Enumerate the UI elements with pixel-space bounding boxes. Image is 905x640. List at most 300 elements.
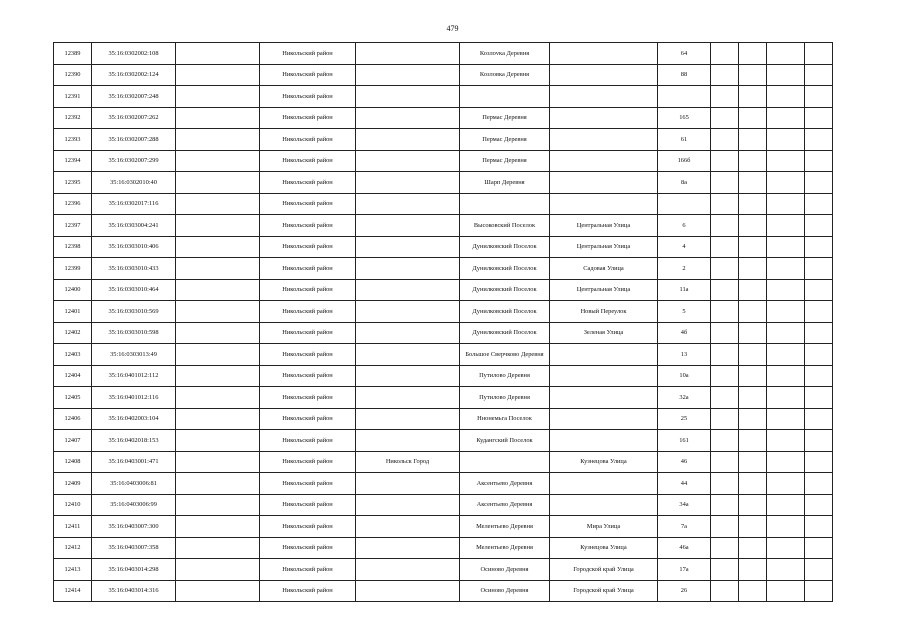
empty-cell	[176, 580, 260, 602]
row-number-cell: 12406	[54, 408, 92, 430]
district-cell: Никольский район	[260, 172, 356, 194]
street-cell: Кузнецова Улица	[550, 451, 658, 473]
empty-cell	[711, 193, 739, 215]
empty-cell	[767, 279, 805, 301]
empty-cell	[176, 494, 260, 516]
street-cell: Мира Улица	[550, 516, 658, 538]
table-row	[54, 107, 833, 129]
empty-cell	[805, 430, 833, 452]
empty-cell	[711, 129, 739, 151]
table-row	[54, 451, 833, 473]
empty-cell	[805, 537, 833, 559]
district-cell: Никольский район	[260, 516, 356, 538]
empty-cell	[176, 172, 260, 194]
empty-cell	[711, 473, 739, 495]
cadastral-number-cell: 35:16:0403014:298	[92, 559, 176, 581]
city-cell	[356, 43, 460, 65]
empty-cell	[767, 516, 805, 538]
table-row	[54, 408, 833, 430]
empty-cell	[805, 236, 833, 258]
empty-cell	[711, 580, 739, 602]
street-cell	[550, 64, 658, 86]
empty-cell	[767, 129, 805, 151]
empty-cell	[711, 43, 739, 65]
empty-cell	[805, 516, 833, 538]
table-row	[54, 344, 833, 366]
empty-cell	[176, 451, 260, 473]
row-number-cell: 12408	[54, 451, 92, 473]
district-cell: Никольский район	[260, 129, 356, 151]
empty-cell	[711, 430, 739, 452]
empty-cell	[767, 365, 805, 387]
empty-cell	[767, 408, 805, 430]
street-cell: Новый Переулок	[550, 301, 658, 323]
empty-cell	[176, 279, 260, 301]
table-row	[54, 559, 833, 581]
empty-cell	[767, 43, 805, 65]
empty-cell	[176, 301, 260, 323]
empty-cell	[739, 215, 767, 237]
empty-cell	[739, 258, 767, 280]
cadastral-number-cell: 35:16:0302010:40	[92, 172, 176, 194]
empty-cell	[711, 279, 739, 301]
row-number-cell: 12400	[54, 279, 92, 301]
city-cell	[356, 365, 460, 387]
empty-cell	[711, 86, 739, 108]
empty-cell	[767, 494, 805, 516]
row-number-cell: 12409	[54, 473, 92, 495]
empty-cell	[176, 473, 260, 495]
street-cell: Центральная Улица	[550, 236, 658, 258]
empty-cell	[176, 86, 260, 108]
empty-cell	[739, 43, 767, 65]
row-number-cell: 12395	[54, 172, 92, 194]
empty-cell	[767, 301, 805, 323]
cadastral-number-cell: 35:16:0302007:288	[92, 129, 176, 151]
empty-cell	[711, 451, 739, 473]
empty-cell	[767, 236, 805, 258]
city-cell	[356, 236, 460, 258]
house-number-cell: 2	[658, 258, 711, 280]
empty-cell	[739, 193, 767, 215]
house-number-cell: 25	[658, 408, 711, 430]
street-cell	[550, 365, 658, 387]
empty-cell	[711, 516, 739, 538]
row-number-cell: 12404	[54, 365, 92, 387]
empty-cell	[739, 236, 767, 258]
empty-cell	[711, 64, 739, 86]
empty-cell	[805, 193, 833, 215]
row-number-cell: 12405	[54, 387, 92, 409]
empty-cell	[805, 215, 833, 237]
table-row	[54, 129, 833, 151]
house-number-cell: 6	[658, 215, 711, 237]
empty-cell	[711, 107, 739, 129]
cadastral-number-cell: 35:16:0303010:569	[92, 301, 176, 323]
district-cell: Никольский район	[260, 451, 356, 473]
empty-cell	[176, 43, 260, 65]
settlement-cell: Кудангский Поселок	[460, 430, 550, 452]
city-cell	[356, 193, 460, 215]
row-number-cell: 12398	[54, 236, 92, 258]
house-number-cell: 4б	[658, 322, 711, 344]
city-cell	[356, 408, 460, 430]
district-cell: Никольский район	[260, 258, 356, 280]
empty-cell	[739, 473, 767, 495]
cadastral-number-cell: 35:16:0303010:406	[92, 236, 176, 258]
empty-cell	[805, 129, 833, 151]
empty-cell	[805, 494, 833, 516]
empty-cell	[176, 236, 260, 258]
house-number-cell: 166б	[658, 150, 711, 172]
empty-cell	[767, 430, 805, 452]
cadastral-number-cell: 35:16:0403006:99	[92, 494, 176, 516]
empty-cell	[767, 451, 805, 473]
city-cell	[356, 129, 460, 151]
house-number-cell: 7а	[658, 516, 711, 538]
empty-cell	[805, 279, 833, 301]
settlement-cell: Аксентьево Деревня	[460, 494, 550, 516]
city-cell	[356, 537, 460, 559]
settlement-cell: Аксентьево Деревня	[460, 473, 550, 495]
street-cell	[550, 172, 658, 194]
table-row	[54, 86, 833, 108]
district-cell: Никольский район	[260, 430, 356, 452]
district-cell: Никольский район	[260, 215, 356, 237]
settlement-cell: Дунилковский Поселок	[460, 279, 550, 301]
cadastral-number-cell: 35:16:0303010:433	[92, 258, 176, 280]
settlement-cell: Большое Сверчково Деревня	[460, 344, 550, 366]
settlement-cell: Осиново Деревня	[460, 559, 550, 581]
house-number-cell: 11а	[658, 279, 711, 301]
empty-cell	[739, 387, 767, 409]
cadastral-number-cell: 35:16:0303010:464	[92, 279, 176, 301]
row-number-cell: 12401	[54, 301, 92, 323]
district-cell: Никольский район	[260, 43, 356, 65]
cadastral-number-cell: 35:16:0302017:116	[92, 193, 176, 215]
row-number-cell: 12411	[54, 516, 92, 538]
settlement-cell: Мелентьево Деревня	[460, 537, 550, 559]
empty-cell	[739, 322, 767, 344]
empty-cell	[711, 150, 739, 172]
empty-cell	[767, 537, 805, 559]
house-number-cell: 32а	[658, 387, 711, 409]
street-cell	[550, 494, 658, 516]
cadastral-number-cell: 35:16:0303010:598	[92, 322, 176, 344]
district-cell: Никольский район	[260, 408, 356, 430]
cadastral-number-cell: 35:16:0403007:300	[92, 516, 176, 538]
cadastral-number-cell: 35:16:0401012:116	[92, 387, 176, 409]
empty-cell	[767, 193, 805, 215]
city-cell	[356, 258, 460, 280]
empty-cell	[805, 473, 833, 495]
settlement-cell: Козлovка Деревня	[460, 43, 550, 65]
street-cell	[550, 193, 658, 215]
table-row	[54, 279, 833, 301]
settlement-cell: Ннонемьга Поселок	[460, 408, 550, 430]
empty-cell	[176, 387, 260, 409]
cadastral-number-cell: 35:16:0302002:124	[92, 64, 176, 86]
street-cell	[550, 150, 658, 172]
house-number-cell: 8а	[658, 172, 711, 194]
settlement-cell: Путилово Деревня	[460, 387, 550, 409]
row-number-cell: 12403	[54, 344, 92, 366]
cadastral-number-cell: 35:16:0403006:81	[92, 473, 176, 495]
house-number-cell: 161	[658, 430, 711, 452]
empty-cell	[805, 150, 833, 172]
empty-cell	[176, 258, 260, 280]
district-cell: Никольский район	[260, 193, 356, 215]
city-cell	[356, 344, 460, 366]
empty-cell	[805, 344, 833, 366]
empty-cell	[711, 559, 739, 581]
district-cell: Никольский район	[260, 107, 356, 129]
cadastral-number-cell: 35:16:0302007:299	[92, 150, 176, 172]
table-body	[54, 43, 833, 602]
empty-cell	[739, 430, 767, 452]
street-cell: Городской край Улица	[550, 559, 658, 581]
empty-cell	[767, 258, 805, 280]
house-number-cell	[658, 86, 711, 108]
district-cell: Никольский район	[260, 580, 356, 602]
row-number-cell: 12393	[54, 129, 92, 151]
empty-cell	[767, 107, 805, 129]
empty-cell	[711, 322, 739, 344]
district-cell: Никольский район	[260, 150, 356, 172]
cadastral-number-cell: 35:16:0303004:241	[92, 215, 176, 237]
empty-cell	[805, 301, 833, 323]
house-number-cell	[658, 193, 711, 215]
empty-cell	[805, 107, 833, 129]
empty-cell	[805, 86, 833, 108]
row-number-cell: 12394	[54, 150, 92, 172]
settlement-cell: Дунилковский Поселок	[460, 236, 550, 258]
street-cell: Зеленая Улица	[550, 322, 658, 344]
empty-cell	[739, 86, 767, 108]
empty-cell	[805, 172, 833, 194]
district-cell: Никольский район	[260, 365, 356, 387]
row-number-cell: 12413	[54, 559, 92, 581]
table-row	[54, 387, 833, 409]
empty-cell	[176, 516, 260, 538]
empty-cell	[805, 559, 833, 581]
house-number-cell: 64	[658, 43, 711, 65]
house-number-cell: 88	[658, 64, 711, 86]
empty-cell	[711, 365, 739, 387]
empty-cell	[739, 150, 767, 172]
empty-cell	[739, 107, 767, 129]
empty-cell	[767, 559, 805, 581]
empty-cell	[739, 129, 767, 151]
cadastral-number-cell: 35:16:0403001:471	[92, 451, 176, 473]
cadastral-number-cell: 35:16:0403014:316	[92, 580, 176, 602]
row-number-cell: 12389	[54, 43, 92, 65]
city-cell	[356, 107, 460, 129]
empty-cell	[739, 537, 767, 559]
district-cell: Никольский район	[260, 279, 356, 301]
empty-cell	[176, 107, 260, 129]
district-cell: Никольский район	[260, 86, 356, 108]
row-number-cell: 12396	[54, 193, 92, 215]
row-number-cell: 12390	[54, 64, 92, 86]
empty-cell	[739, 580, 767, 602]
city-cell	[356, 86, 460, 108]
city-cell	[356, 473, 460, 495]
empty-cell	[805, 451, 833, 473]
city-cell	[356, 430, 460, 452]
settlement-cell	[460, 86, 550, 108]
street-cell: Кузнецова Улица	[550, 537, 658, 559]
settlement-cell: Дунилковский Поселок	[460, 322, 550, 344]
house-number-cell: 10а	[658, 365, 711, 387]
row-number-cell: 12391	[54, 86, 92, 108]
empty-cell	[176, 215, 260, 237]
empty-cell	[805, 408, 833, 430]
table-row	[54, 172, 833, 194]
settlement-cell: Дунилковский Поселок	[460, 301, 550, 323]
settlement-cell: Мелентьево Деревня	[460, 516, 550, 538]
table-row	[54, 43, 833, 65]
empty-cell	[176, 559, 260, 581]
street-cell	[550, 387, 658, 409]
house-number-cell: 46	[658, 451, 711, 473]
street-cell	[550, 344, 658, 366]
city-cell	[356, 301, 460, 323]
empty-cell	[739, 64, 767, 86]
street-cell	[550, 430, 658, 452]
table-row	[54, 64, 833, 86]
empty-cell	[711, 301, 739, 323]
house-number-cell: 5	[658, 301, 711, 323]
house-number-cell: 4	[658, 236, 711, 258]
empty-cell	[176, 322, 260, 344]
settlement-cell: Шарп Деревня	[460, 172, 550, 194]
street-cell	[550, 43, 658, 65]
empty-cell	[176, 408, 260, 430]
empty-cell	[767, 215, 805, 237]
empty-cell	[767, 344, 805, 366]
row-number-cell: 12414	[54, 580, 92, 602]
empty-cell	[739, 172, 767, 194]
street-cell: Городской край Улица	[550, 580, 658, 602]
house-number-cell: 26	[658, 580, 711, 602]
empty-cell	[711, 258, 739, 280]
street-cell: Центральная Улица	[550, 215, 658, 237]
settlement-cell	[460, 451, 550, 473]
empty-cell	[711, 344, 739, 366]
empty-cell	[767, 387, 805, 409]
table-row	[54, 537, 833, 559]
table-row	[54, 430, 833, 452]
house-number-cell: 44	[658, 473, 711, 495]
empty-cell	[805, 322, 833, 344]
page-number: 479	[446, 24, 459, 33]
settlement-cell: Пермас Деревня	[460, 150, 550, 172]
settlement-cell: Пермас Деревня	[460, 107, 550, 129]
table-row	[54, 473, 833, 495]
cadastral-number-cell: 35:16:0402018:153	[92, 430, 176, 452]
table-row	[54, 150, 833, 172]
empty-cell	[767, 172, 805, 194]
city-cell	[356, 279, 460, 301]
house-number-cell: 17а	[658, 559, 711, 581]
empty-cell	[176, 193, 260, 215]
empty-cell	[176, 344, 260, 366]
table-row	[54, 494, 833, 516]
house-number-cell: 13	[658, 344, 711, 366]
empty-cell	[739, 494, 767, 516]
empty-cell	[176, 365, 260, 387]
house-number-cell: 165	[658, 107, 711, 129]
table-row	[54, 365, 833, 387]
table-row	[54, 322, 833, 344]
empty-cell	[805, 365, 833, 387]
cadastral-number-cell: 35:16:0402003:104	[92, 408, 176, 430]
cadastral-number-cell: 35:16:0302002:108	[92, 43, 176, 65]
empty-cell	[739, 559, 767, 581]
table-row	[54, 580, 833, 602]
empty-cell	[176, 64, 260, 86]
settlement-cell: Козловка Деревня	[460, 64, 550, 86]
cadastral-number-cell: 35:16:0303013:49	[92, 344, 176, 366]
city-cell	[356, 387, 460, 409]
empty-cell	[176, 129, 260, 151]
empty-cell	[767, 150, 805, 172]
district-cell: Никольский район	[260, 473, 356, 495]
settlement-cell: Путилово Деревня	[460, 365, 550, 387]
empty-cell	[711, 236, 739, 258]
row-number-cell: 12402	[54, 322, 92, 344]
table-row	[54, 215, 833, 237]
table-row	[54, 301, 833, 323]
city-cell	[356, 64, 460, 86]
table-row	[54, 516, 833, 538]
district-cell: Никольский район	[260, 301, 356, 323]
empty-cell	[739, 516, 767, 538]
street-cell: Центральная Улица	[550, 279, 658, 301]
street-cell	[550, 129, 658, 151]
row-number-cell: 12397	[54, 215, 92, 237]
empty-cell	[176, 150, 260, 172]
empty-cell	[176, 537, 260, 559]
empty-cell	[739, 344, 767, 366]
district-cell: Никольский район	[260, 494, 356, 516]
district-cell: Никольский район	[260, 387, 356, 409]
empty-cell	[767, 473, 805, 495]
street-cell: Садовая Улица	[550, 258, 658, 280]
row-number-cell: 12412	[54, 537, 92, 559]
cadastral-number-cell: 35:16:0302007:248	[92, 86, 176, 108]
empty-cell	[805, 43, 833, 65]
city-cell	[356, 215, 460, 237]
empty-cell	[739, 365, 767, 387]
empty-cell	[805, 64, 833, 86]
house-number-cell: 61	[658, 129, 711, 151]
empty-cell	[767, 64, 805, 86]
empty-cell	[711, 387, 739, 409]
district-cell: Никольский район	[260, 344, 356, 366]
settlement-cell: Осиново Деревня	[460, 580, 550, 602]
city-cell	[356, 494, 460, 516]
table-row	[54, 258, 833, 280]
city-cell: Никольск Город	[356, 451, 460, 473]
cadastral-number-cell: 35:16:0302007:262	[92, 107, 176, 129]
empty-cell	[805, 580, 833, 602]
cadastral-number-cell: 35:16:0401012:112	[92, 365, 176, 387]
empty-cell	[767, 86, 805, 108]
empty-cell	[711, 215, 739, 237]
row-number-cell: 12392	[54, 107, 92, 129]
